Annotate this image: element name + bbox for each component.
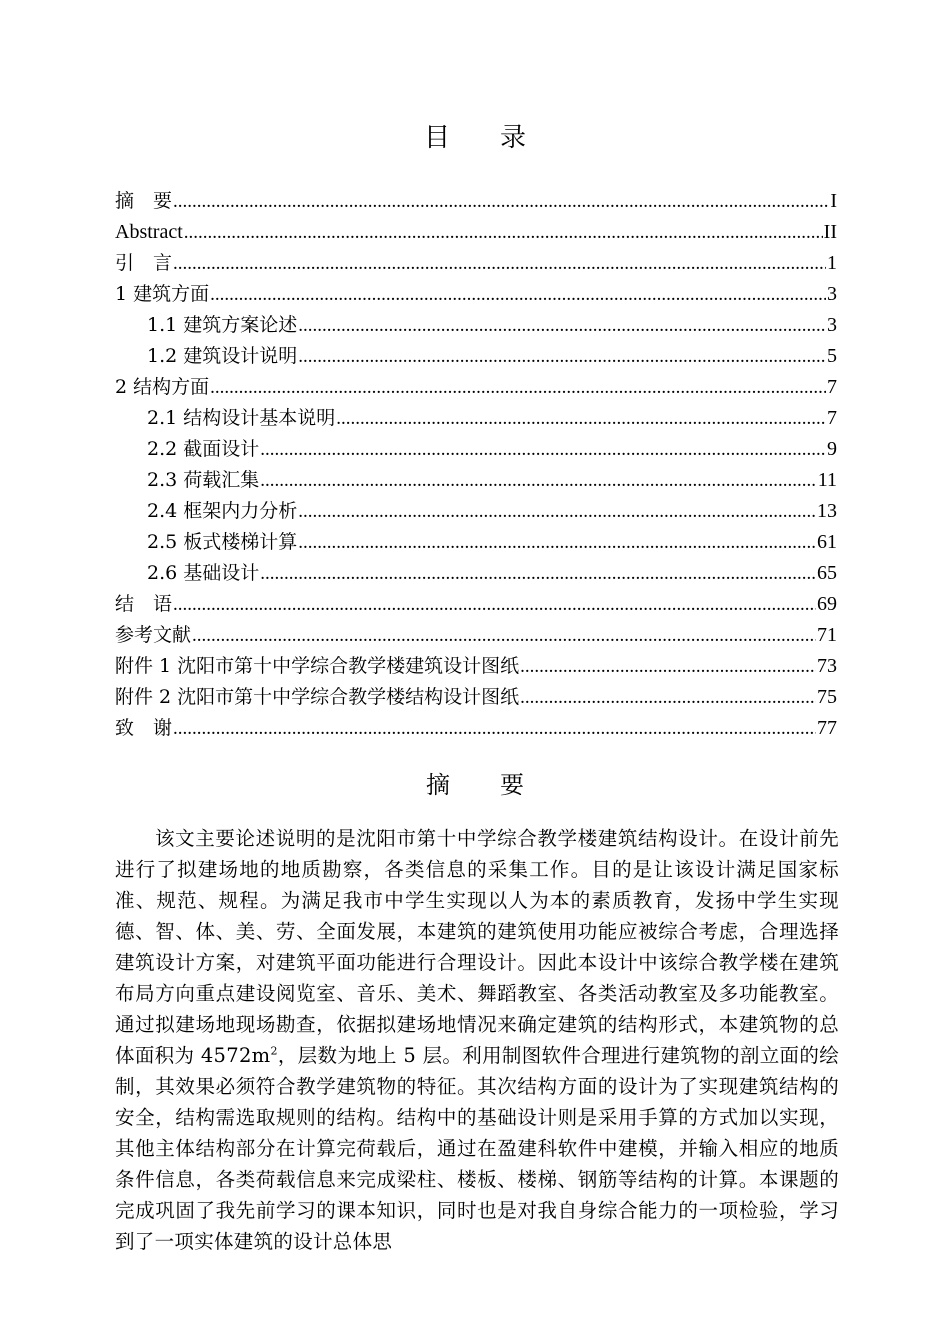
toc-dot-leader (260, 465, 816, 496)
abstract-title: 摘要 (426, 771, 574, 799)
toc-entry-page: 77 (817, 717, 837, 739)
toc-entry[interactable] (115, 651, 837, 682)
toc-dot-leader (520, 651, 816, 682)
toc-entry[interactable] (115, 248, 837, 279)
toc-dot-leader (210, 279, 826, 310)
toc-entry-page: 11 (817, 469, 837, 491)
toc-entry-label: 2 结构方面 (115, 376, 210, 398)
toc-entry-page: 9 (827, 438, 837, 460)
abstract-text-part2: ，层数为地上 5 层。利用制图软件合理进行建筑物的剖立面的绘制，其效果必须符合教学建筑物的特征。其次结构方面的设计为了实现建筑结构的安全，结构需选取规则的结构。结构中的基础设计则是采用手算的方式加以实现，其他主体结构部分在计算完荷载后，通过在盈建科软件中建模，并输入相应的地质条件信息，各类荷载信息来完成梁柱、楼板、楼梯、钢筋等结构的计算。本课题的完成巩固了我先前学习的课本知识，同时也是对我自身综合能力的一项检验，学习到了一项实体建筑的设计总体思 (115, 1044, 839, 1253)
toc-entry-label: 参考文献 (115, 624, 192, 646)
toc-entry[interactable] (115, 310, 837, 341)
toc-entry-page: 7 (827, 376, 837, 398)
toc-entry[interactable] (115, 372, 837, 403)
toc-entry-page: 61 (817, 531, 837, 553)
toc-entry-label: 结 语 (115, 593, 173, 615)
area-unit-superscript: 2 (270, 1044, 278, 1058)
toc-dot-leader (173, 186, 829, 217)
toc-entry-label: 2.2 截面设计 (147, 438, 260, 460)
toc-entry[interactable] (115, 620, 837, 651)
toc-entry-label: 致 谢 (115, 717, 173, 739)
toc-dot-leader (336, 403, 826, 434)
toc-entry-label: 1.2 建筑设计说明 (147, 345, 298, 367)
toc-entry[interactable] (115, 186, 837, 217)
toc-entry-page: 7 (827, 407, 837, 429)
toc-dot-leader (173, 589, 816, 620)
toc-entry-label: 2.1 结构设计基本说明 (147, 407, 336, 429)
toc-entry-page: II (823, 221, 837, 243)
toc-entry-label: Abstract (115, 221, 183, 243)
toc-dot-leader (192, 620, 816, 651)
toc-entry-page: 13 (817, 500, 837, 522)
toc-entry-page: 69 (817, 593, 837, 615)
toc-entry[interactable] (115, 403, 837, 434)
toc-entry[interactable] (115, 341, 837, 372)
toc-entry-label: 附件 2 沈阳市第十中学综合教学楼结构设计图纸 (115, 686, 520, 708)
toc-entry-page: 71 (817, 624, 837, 646)
toc-entry-label: 2.4 框架内力分析 (147, 500, 298, 522)
table-of-contents (115, 186, 837, 744)
toc-entry-label: 附件 1 沈阳市第十中学综合教学楼建筑设计图纸 (115, 655, 520, 677)
toc-entry[interactable] (115, 465, 837, 496)
toc-entry-page: 75 (817, 686, 837, 708)
toc-dot-leader (298, 341, 826, 372)
abstract-body (115, 823, 839, 1257)
toc-entry[interactable] (115, 434, 837, 465)
toc-entry-page: 3 (827, 283, 837, 305)
toc-dot-leader (173, 248, 826, 279)
toc-entry-page: 73 (817, 655, 837, 677)
toc-entry[interactable] (115, 713, 837, 744)
abstract-text-part1: 该文主要论述说明的是沈阳市第十中学综合教学楼建筑结构设计。在设计前先进行了拟建场地的地质勘察，各类信息的采集工作。目的是让该设计满足国家标准、规范、规程。为满足我市中学生实现以人为本的素质教育，发扬中学生实现德、智、体、美、劳、全面发展，本建筑的建筑使用功能应被综合考虑，合理选择建筑设计方案，对建筑平面功能进行合理设计。因此本设计中该综合教学楼在建筑布局方向重点建设阅览室、音乐、美术、舞蹈教室、各类活动教室及多功能教室。通过拟建场地现场勘查，依据拟建场地情况来确定建筑的结构形式，本建筑物的总体面积为 4572m (115, 827, 839, 1067)
toc-entry[interactable] (115, 527, 837, 558)
toc-entry-label: 2.6 基础设计 (147, 562, 260, 584)
toc-title: 目录 (423, 123, 576, 153)
toc-entry-label: 1.1 建筑方案论述 (147, 314, 298, 336)
toc-entry-page: 3 (827, 314, 837, 336)
toc-entry[interactable] (115, 217, 837, 248)
toc-entry[interactable] (115, 589, 837, 620)
toc-dot-leader (210, 372, 826, 403)
toc-entry-page: I (830, 190, 837, 212)
toc-dot-leader (298, 310, 826, 341)
toc-entry-label: 1 建筑方面 (115, 283, 210, 305)
toc-dot-leader (184, 217, 823, 248)
toc-dot-leader (260, 434, 826, 465)
toc-entry-label: 摘 要 (115, 190, 173, 212)
toc-dot-leader (520, 682, 816, 713)
toc-entry[interactable] (115, 682, 837, 713)
toc-entry-page: 5 (827, 345, 837, 367)
toc-entry[interactable] (115, 558, 837, 589)
toc-dot-leader (298, 496, 816, 527)
toc-entry-label: 2.3 荷载汇集 (147, 469, 260, 491)
toc-dot-leader (173, 713, 816, 744)
toc-entry-page: 65 (817, 562, 837, 584)
toc-entry-page: 1 (827, 252, 837, 274)
toc-entry[interactable] (115, 496, 837, 527)
toc-entry-label: 2.5 板式楼梯计算 (147, 531, 298, 553)
toc-entry[interactable] (115, 279, 837, 310)
toc-dot-leader (298, 527, 816, 558)
toc-dot-leader (260, 558, 816, 589)
toc-entry-label: 引 言 (115, 252, 173, 274)
